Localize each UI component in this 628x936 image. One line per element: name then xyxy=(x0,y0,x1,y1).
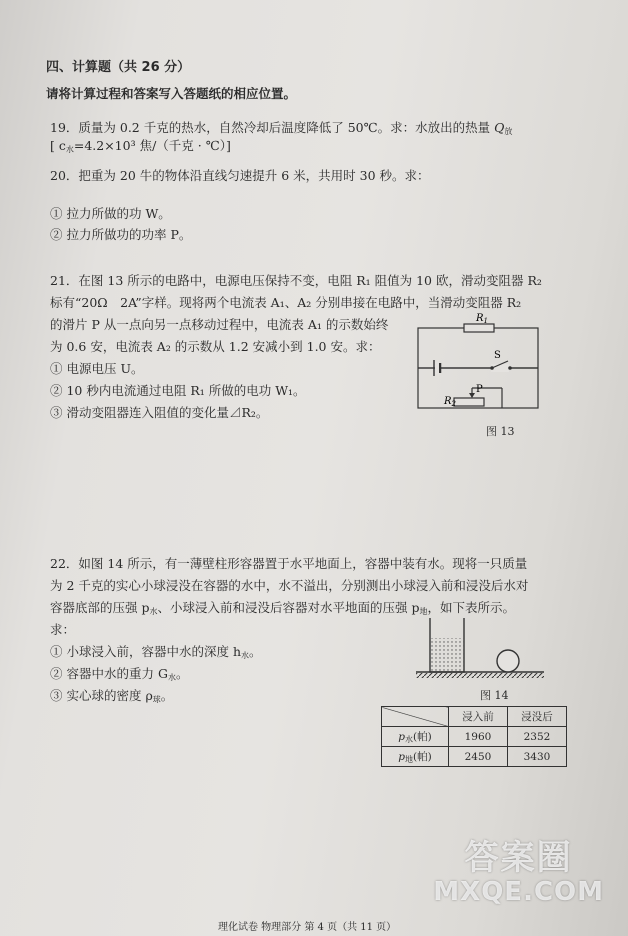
q20-item1: ① 拉力所做的功 W。 xyxy=(50,206,171,221)
q22-item2-sub: 水 xyxy=(167,673,176,682)
q22-item3-sub: 球 xyxy=(152,695,161,704)
q22-line3-a: 容器底部的压强 p xyxy=(50,600,150,615)
table-header: 浸没后 xyxy=(508,707,567,727)
q21-item2: ② 10 秒内电流通过电阻 R₁ 所做的电功 W₁。 xyxy=(50,383,306,398)
q22-item1-end: 。 xyxy=(249,644,262,659)
table-corner-cell xyxy=(382,707,449,727)
q22-line4: 求： xyxy=(50,622,76,637)
figure-13-caption: 图 13 xyxy=(486,425,515,438)
switch-label: S xyxy=(494,350,501,361)
section-instruction xyxy=(46,86,296,102)
q22-item3-end: 。 xyxy=(160,688,174,703)
table-cell: 2352 xyxy=(508,727,567,747)
table-row xyxy=(382,747,567,767)
q19-c-post: =4.2×10³ 焦/（千克 · ℃）] xyxy=(73,138,231,153)
q21-item3: ③ 滑动变阻器连入阻值的变化量⊿R₂。 xyxy=(50,405,269,420)
q22-line3-sub2: 地 xyxy=(419,607,428,616)
instruction-text: 请将计算过程和答案写入答题纸的相应位置。 xyxy=(46,86,297,101)
q21-line3: 的滑片 P 从一点向另一点移动过程中，电流表 A₁ 的示数始终 xyxy=(50,317,389,332)
q19-line2 xyxy=(50,138,231,158)
q22-item2-text: ② 容器中水的重力 G xyxy=(50,666,168,681)
r1-label: $R_1$ xyxy=(476,313,488,325)
q22-item2 xyxy=(50,666,188,686)
pressure-table xyxy=(381,706,567,767)
q22-line2: 为 2 千克的实心小球浸没在容器的水中，水不溢出，分别测出小球浸入前和浸没后水对 xyxy=(50,578,529,593)
figure-14-caption: 图 14 xyxy=(480,689,509,702)
q22-line3-sub1: 水 xyxy=(149,607,158,616)
q19-c-pre: [ c xyxy=(50,138,66,153)
slider-p-label: P xyxy=(476,384,483,395)
figure-14-container xyxy=(414,616,554,686)
table-header-row xyxy=(382,707,567,727)
q19-text: 19．质量为 0.2 千克的热水，自然冷却后温度降低了 50℃。求：水放出的热量 xyxy=(50,120,491,135)
q19-q-sub: 放 xyxy=(504,127,513,136)
q22-item1-text: ① 小球浸入前，容器中水的深度 h xyxy=(50,644,241,659)
q20-item2: ② 拉力所做功的功率 P。 xyxy=(50,227,192,242)
watermark-cn: 答案圈 xyxy=(464,838,573,878)
page-footer: 理化试卷 物理部分 第 4 页（共 11 页） xyxy=(218,922,397,933)
table-row-label: $p_水$(帕) xyxy=(382,727,449,747)
table-row xyxy=(382,727,567,747)
r2-label: $R_2$ xyxy=(444,396,456,408)
table-header: 浸入前 xyxy=(449,707,508,727)
table-cell: 1960 xyxy=(449,727,508,747)
q20-line1: 20．把重为 20 牛的物体沿直线匀速提升 6 米，共用时 30 秒。求： xyxy=(50,168,430,183)
q21-line2: 标有“20Ω 2A”字样。现将两个电流表 A₁、A₂ 分别串接在电路中，当滑动变阻器 R₂ xyxy=(50,295,522,310)
q19-q-symbol: Q xyxy=(494,120,505,135)
q21-line1: 21．在图 13 所示的电路中，电源电压保持不变，电阻 R₁ 阻值为 10 欧，滑动变阻器 R₂ xyxy=(50,273,542,288)
q22-line3-c: ，如下表所示。 xyxy=(427,600,515,615)
watermark-logo xyxy=(433,838,604,906)
q22-line3-b: 、小球浸入前和浸没后容器对水平地面的压强 p xyxy=(157,600,420,615)
q22-item1-sub: 水 xyxy=(241,651,249,660)
q22-item2-end: 。 xyxy=(175,666,189,681)
q22-item3 xyxy=(50,688,173,708)
q21-item1: ① 电源电压 U。 xyxy=(50,361,144,376)
q19-line1 xyxy=(50,120,512,140)
figure-13-circuit xyxy=(414,312,544,422)
table-cell: 2450 xyxy=(449,747,508,767)
q22-line1: 22．如图 14 所示，有一薄壁柱形容器置于水平地面上，容器中装有水。现将一只质量 xyxy=(50,556,528,571)
section-title: 四、计算题（共 26 分） xyxy=(46,60,191,75)
q22-item1 xyxy=(50,644,262,664)
q19-c-sub: 水 xyxy=(65,145,74,154)
q22-item3-text: ③ 实心球的密度 ρ xyxy=(50,688,153,703)
table-row-label: $p_地$(帕) xyxy=(382,747,449,767)
watermark-en: MXQE.COM xyxy=(433,877,604,907)
table-cell: 3430 xyxy=(508,747,567,767)
q21-line4: 为 0.6 安，电流表 A₂ 的示数从 1.2 安减小到 1.0 安。求： xyxy=(50,339,381,354)
